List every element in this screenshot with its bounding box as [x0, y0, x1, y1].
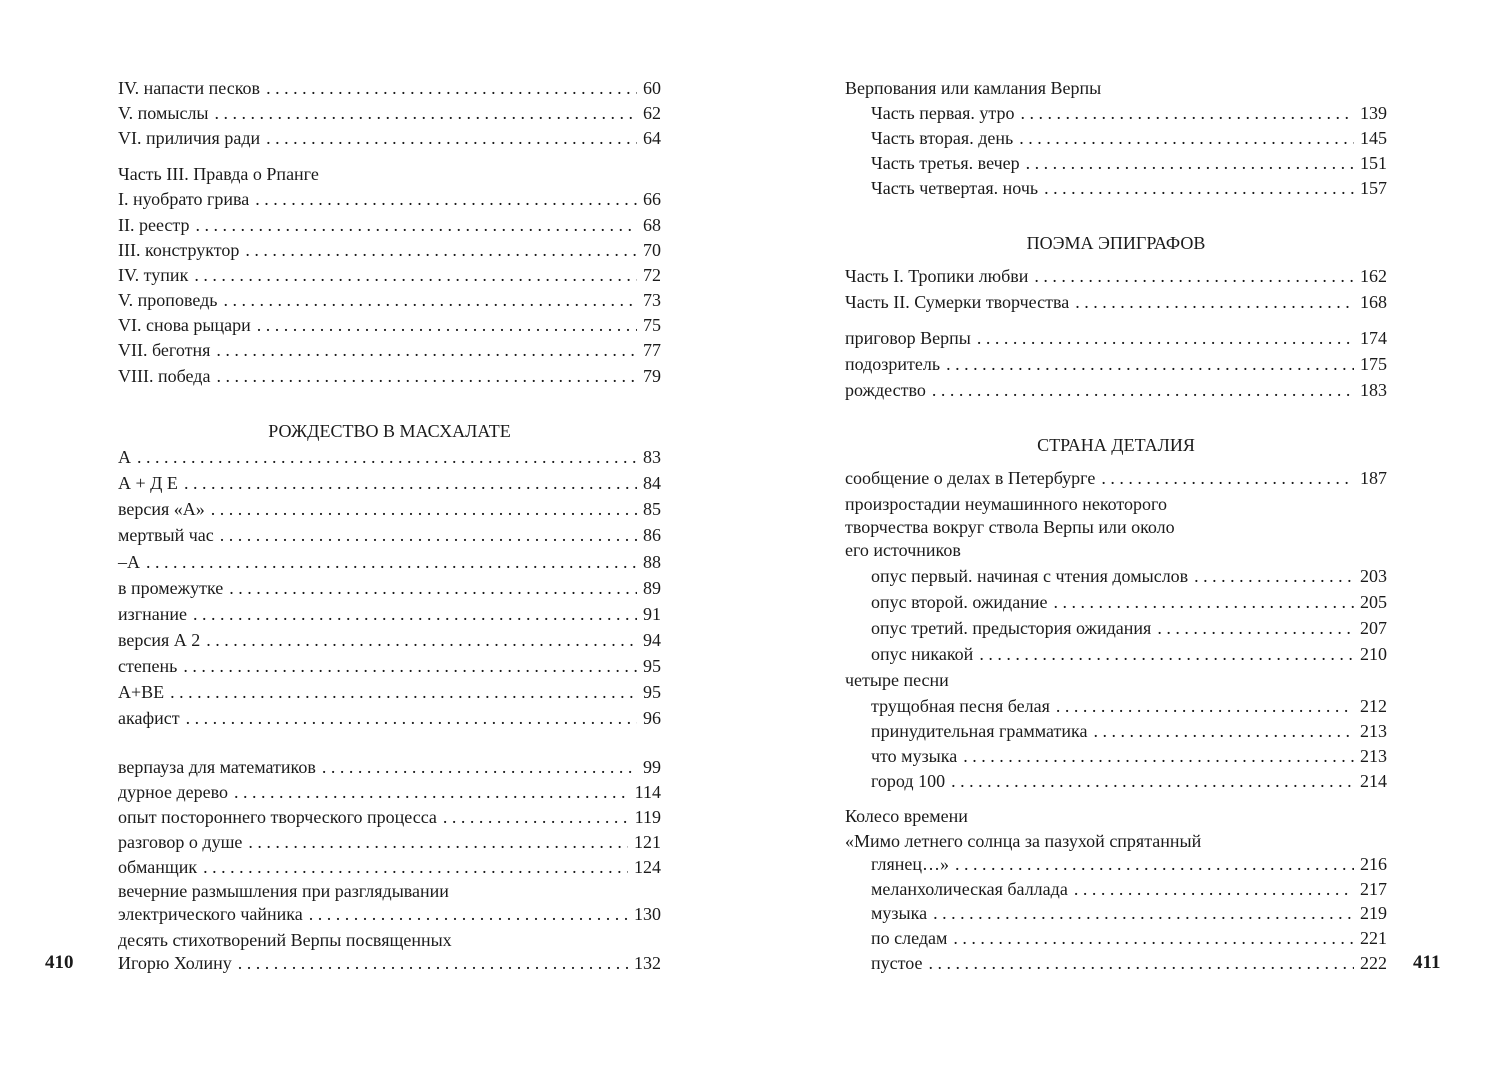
toc-entry — [118, 472, 661, 495]
toc-entry — [118, 707, 661, 730]
toc-entry — [871, 952, 1387, 975]
toc-entry-title-line: вечерние размышления при разглядывании — [118, 881, 449, 901]
toc-entry-title: меланхолическая баллада — [871, 879, 1068, 899]
toc-entry — [118, 831, 661, 854]
toc-entry — [871, 745, 1387, 768]
toc-entry-title: Часть четвертая. ночь — [871, 178, 1039, 198]
toc-entry-page: 157 — [1360, 178, 1387, 198]
dot-leader — [1101, 467, 1354, 490]
toc-entry-page: 205 — [1360, 592, 1387, 612]
toc-entry-page: 139 — [1360, 103, 1387, 123]
section-heading: РОЖДЕСТВО В МАСХАЛАТЕ — [268, 421, 511, 441]
dot-leader — [1026, 152, 1354, 175]
toc-entry-title: Часть вторая. день — [871, 128, 1014, 148]
dot-leader — [1075, 291, 1354, 314]
toc-entry — [118, 903, 661, 926]
toc-entry — [871, 927, 1387, 950]
toc-entry-page: 77 — [643, 340, 661, 360]
toc-entry-title: что музыка — [871, 746, 958, 766]
dot-leader — [1074, 878, 1354, 901]
dot-leader — [194, 264, 637, 287]
toc-entry-page: 121 — [634, 832, 661, 852]
dot-leader — [977, 327, 1354, 350]
dot-leader — [932, 379, 1354, 402]
page-number: 411 — [1413, 952, 1441, 973]
toc-entry-page: 73 — [643, 290, 661, 310]
toc-entry-title: обманщик — [118, 857, 198, 877]
toc-entry-title: VIII. победа — [118, 366, 211, 386]
toc-entry-title: разговор о душе — [118, 832, 243, 852]
toc-entry — [871, 177, 1387, 200]
toc-entry — [871, 695, 1387, 718]
toc-entry — [871, 902, 1387, 925]
dot-leader — [216, 339, 637, 362]
toc-entry — [118, 629, 661, 652]
toc-entry-page: 84 — [643, 473, 661, 493]
toc-entry-page: 62 — [643, 103, 661, 123]
toc-entry — [845, 327, 1387, 350]
toc-entry-title-line: «Мимо летнего солнца за пазухой спрятанный — [845, 831, 1202, 851]
toc-entry-title: Часть II. Сумерки творчества — [845, 292, 1070, 312]
toc-entry — [118, 102, 661, 125]
toc-entry-page: 124 — [634, 857, 661, 877]
toc-entry — [871, 102, 1387, 125]
dot-leader — [234, 781, 629, 804]
toc-entry-page: 213 — [1360, 721, 1387, 741]
group-header: Колесо времени — [845, 806, 968, 826]
toc-entry-title: опус третий. предыстория ожидания — [871, 618, 1152, 638]
toc-entry-page: 72 — [643, 265, 661, 285]
toc-entry — [118, 781, 661, 804]
dot-leader — [266, 77, 637, 100]
toc-entry-page: 175 — [1360, 354, 1387, 374]
toc-entry — [845, 467, 1387, 490]
dot-leader — [951, 770, 1354, 793]
toc-entry-page: 91 — [643, 604, 661, 624]
dot-leader — [170, 681, 637, 704]
toc-entry-page: 174 — [1360, 328, 1387, 348]
toc-entry-page: 114 — [634, 782, 661, 802]
toc-entry — [845, 379, 1387, 402]
toc-entry-title: опыт постороннего творческого процесса — [118, 807, 437, 827]
toc-entry-page: 222 — [1360, 953, 1387, 973]
toc-entry — [871, 565, 1387, 588]
toc-entry-page: 207 — [1360, 618, 1387, 638]
dot-leader — [186, 707, 637, 730]
toc-entry-title: рождество — [845, 380, 926, 400]
toc-entry — [871, 770, 1387, 793]
dot-leader — [443, 806, 629, 829]
toc-entry-page: 203 — [1360, 566, 1387, 586]
dot-leader — [206, 629, 637, 652]
dot-leader — [933, 902, 1354, 925]
toc-entry-page: 66 — [643, 189, 661, 209]
toc-entry — [871, 643, 1387, 666]
toc-entry-page: 217 — [1360, 879, 1387, 899]
toc-entry-title: опус первый. начиная с чтения домыслов — [871, 566, 1189, 586]
dot-leader — [946, 353, 1354, 376]
toc-entry-title: верпауза для математиков — [118, 757, 316, 777]
toc-entry-title: мертвый час — [118, 525, 214, 545]
part-header: Верпования или камлания Верпы — [845, 78, 1102, 98]
toc-entry — [118, 498, 661, 521]
dot-leader — [184, 472, 637, 495]
toc-entry-title-line: десять стихотворений Верпы посвященных — [118, 930, 452, 950]
toc-entry-title: VI. снова рыцари — [118, 315, 251, 335]
dot-leader — [257, 314, 637, 337]
toc-entry — [118, 188, 661, 211]
dot-leader — [309, 903, 628, 926]
toc-entry — [118, 365, 661, 388]
toc-entry-title: –А — [118, 552, 140, 572]
toc-entry — [871, 617, 1387, 640]
dot-leader — [322, 756, 637, 779]
toc-entry-title: V. помыслы — [118, 103, 209, 123]
toc-entry-title: принудительная грамматика — [871, 721, 1088, 741]
toc-entry-title: акафист — [118, 708, 180, 728]
toc-entry — [118, 127, 661, 150]
toc-entry-title: приговор Верпы — [845, 328, 971, 348]
dot-leader — [220, 524, 637, 547]
toc-entry-page: 68 — [643, 215, 661, 235]
toc-entry-page: 151 — [1360, 153, 1387, 173]
dot-leader — [1044, 177, 1354, 200]
dot-leader — [955, 853, 1354, 876]
part-header: Часть III. Правда о Рпанге — [118, 164, 319, 184]
toc-entry-page: 221 — [1360, 928, 1387, 948]
toc-entry-title: степень — [118, 656, 178, 676]
dot-leader — [266, 127, 637, 150]
toc-entry-title: Часть третья. вечер — [871, 153, 1020, 173]
toc-entry-title: в промежутке — [118, 578, 224, 598]
toc-entry — [118, 577, 661, 600]
toc-entry-title: А+ВЕ — [118, 682, 165, 702]
toc-entry-page: 210 — [1360, 644, 1387, 664]
toc-entry-page: 64 — [643, 128, 661, 148]
toc-entry-page: 145 — [1360, 128, 1387, 148]
dot-leader — [1094, 720, 1354, 743]
group-header-line: произростадии неумашинного некоторого — [845, 494, 1167, 514]
section-heading: СТРАНА ДЕТАЛИЯ — [1037, 435, 1195, 455]
toc-entry — [871, 127, 1387, 150]
toc-entry — [845, 353, 1387, 376]
dot-leader — [928, 952, 1354, 975]
toc-entry-title: А + Д Е — [118, 473, 178, 493]
toc-entry-title: II. реестр — [118, 215, 190, 235]
toc-entry-page: 214 — [1360, 771, 1387, 791]
toc-entry-page: 86 — [643, 525, 661, 545]
dot-leader — [196, 214, 638, 237]
toc-entry-title: V. проповедь — [118, 290, 218, 310]
right-page — [753, 0, 1506, 1080]
toc-entry-page: 213 — [1360, 746, 1387, 766]
dot-leader — [1034, 265, 1354, 288]
toc-entry-page: 60 — [643, 78, 661, 98]
toc-entry-title: III. конструктор — [118, 240, 240, 260]
page-number: 410 — [45, 952, 74, 973]
toc-entry-title: I. нуобрато грива — [118, 189, 250, 209]
dot-leader — [245, 239, 637, 262]
toc-entry-title: сообщение о делах в Петербурге — [845, 468, 1096, 488]
toc-entry-title: трущобная песня белая — [871, 696, 1050, 716]
toc-entry — [118, 603, 661, 626]
toc-entry — [118, 77, 661, 100]
toc-entry-title: пустое — [871, 953, 923, 973]
dot-leader — [203, 856, 628, 879]
dot-leader — [215, 102, 637, 125]
toc-entry — [118, 264, 661, 287]
toc-entry-title: VII. беготня — [118, 340, 211, 360]
group-header: четыре песни — [845, 670, 949, 690]
toc-entry — [845, 265, 1387, 288]
toc-entry — [118, 289, 661, 312]
toc-entry — [118, 314, 661, 337]
toc-entry-title: версия «А» — [118, 499, 205, 519]
toc-entry-page: 99 — [643, 757, 661, 777]
toc-entry-title: Часть I. Тропики любви — [845, 266, 1029, 286]
toc-entry-title: Часть первая. утро — [871, 103, 1015, 123]
toc-entry-page: 88 — [643, 552, 661, 572]
toc-entry-title: изгнание — [118, 604, 188, 624]
toc-entry — [118, 339, 661, 362]
toc-entry-page: 216 — [1360, 854, 1387, 874]
toc-entry-title: VI. приличия ради — [118, 128, 261, 148]
dot-leader — [1021, 102, 1355, 125]
toc-entry-page: 94 — [643, 630, 661, 650]
toc-entry-title: по следам — [871, 928, 948, 948]
toc-entry-page: 130 — [634, 904, 661, 924]
toc-entry-page: 132 — [634, 953, 661, 973]
dot-leader — [1194, 565, 1354, 588]
toc-entry-title: А — [118, 447, 131, 467]
toc-entry — [118, 446, 661, 469]
toc-entry-page: 183 — [1360, 380, 1387, 400]
toc-entry-page: 83 — [643, 447, 661, 467]
dot-leader — [963, 745, 1354, 768]
dot-leader — [193, 603, 637, 626]
toc-entry-page: 95 — [643, 682, 661, 702]
group-header-line: творчества вокруг ствола Верпы или около — [845, 517, 1175, 537]
dot-leader — [953, 927, 1354, 950]
toc-entry-title: глянец…» — [871, 854, 949, 874]
toc-entry-page: 79 — [643, 366, 661, 386]
group-header-line: его источников — [845, 540, 961, 560]
toc-entry — [118, 214, 661, 237]
toc-entry — [118, 756, 661, 779]
dot-leader — [1019, 127, 1354, 150]
toc-entry-title: опус никакой — [871, 644, 974, 664]
dot-leader — [211, 498, 637, 521]
toc-entry — [118, 681, 661, 704]
toc-entry-title: музыка — [871, 903, 928, 923]
dot-leader — [979, 643, 1354, 666]
section-heading: ПОЭМА ЭПИГРАФОВ — [1026, 233, 1206, 253]
dot-leader — [183, 655, 637, 678]
toc-entry-title: IV. напасти песков — [118, 78, 261, 98]
toc-entry — [118, 806, 661, 829]
toc-entry — [118, 856, 661, 879]
toc-entry-page: 162 — [1360, 266, 1387, 286]
toc-entry — [845, 291, 1387, 314]
dot-leader — [229, 577, 637, 600]
toc-entry-title: IV. тупик — [118, 265, 189, 285]
toc-entry-title: электрического чайника — [118, 904, 303, 924]
dot-leader — [1157, 617, 1354, 640]
toc-entry — [118, 239, 661, 262]
dot-leader — [1053, 591, 1354, 614]
toc-entry — [871, 591, 1387, 614]
toc-entry-page: 168 — [1360, 292, 1387, 312]
dot-leader — [255, 188, 637, 211]
dot-leader — [137, 446, 637, 469]
toc-entry-page: 89 — [643, 578, 661, 598]
toc-entry-title: дурное дерево — [118, 782, 229, 802]
toc-entry-page: 212 — [1360, 696, 1387, 716]
toc-entry-page: 219 — [1360, 903, 1387, 923]
toc-entry-title: Игорю Холину — [118, 953, 232, 973]
toc-entry — [871, 853, 1387, 876]
dot-leader — [248, 831, 628, 854]
dot-leader — [146, 551, 637, 574]
dot-leader — [216, 365, 637, 388]
toc-entry-title: опус второй. ожидание — [871, 592, 1048, 612]
toc-entry — [118, 952, 661, 975]
toc-entry — [871, 878, 1387, 901]
toc-entry — [118, 524, 661, 547]
toc-entry-title: город 100 — [871, 771, 946, 791]
toc-entry-page: 95 — [643, 656, 661, 676]
toc-entry-page: 187 — [1360, 468, 1387, 488]
toc-entry — [871, 152, 1387, 175]
toc-entry-page: 75 — [643, 315, 661, 335]
toc-entry-page: 70 — [643, 240, 661, 260]
toc-entry-page: 96 — [643, 708, 661, 728]
toc-entry-page: 119 — [634, 807, 661, 827]
dot-leader — [223, 289, 637, 312]
toc-entry-page: 85 — [643, 499, 661, 519]
toc-entry — [118, 655, 661, 678]
dot-leader — [238, 952, 628, 975]
toc-entry — [118, 551, 661, 574]
toc-entry — [871, 720, 1387, 743]
dot-leader — [1056, 695, 1354, 718]
toc-entry-title: подозритель — [845, 354, 941, 374]
toc-entry-title: версия А 2 — [118, 630, 201, 650]
